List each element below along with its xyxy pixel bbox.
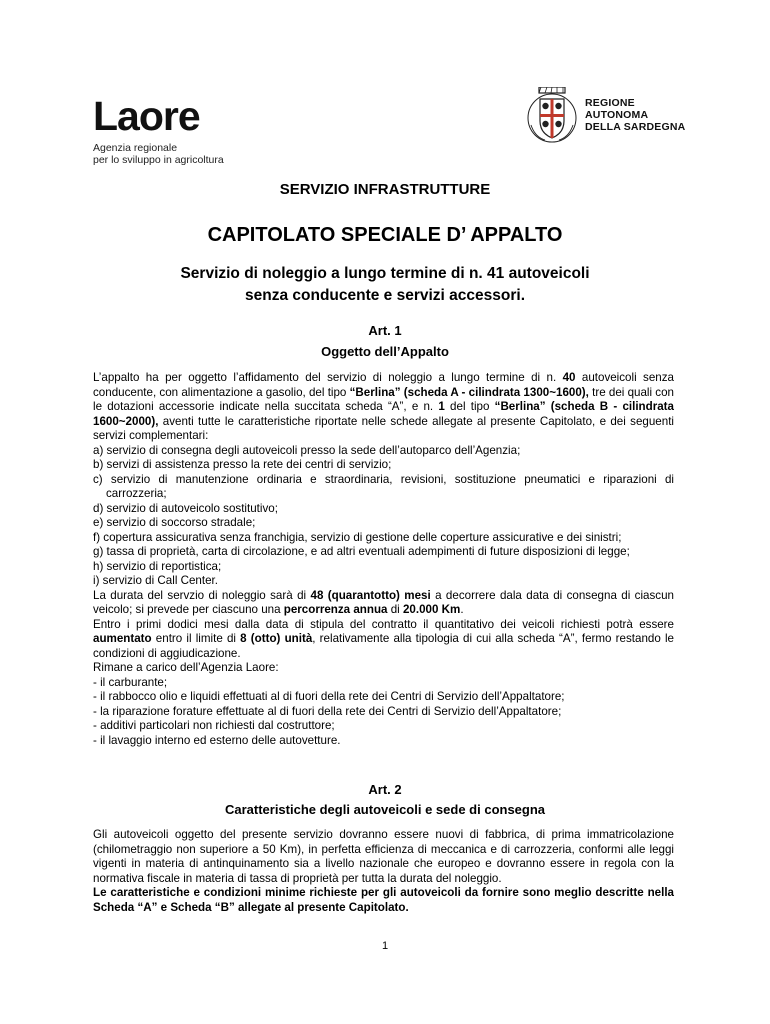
text-run-bold: aumentato [93,632,152,645]
list-item: b) servizi di assistenza presso la rete dei centri di servizio; [93,458,392,471]
art2-heading [0,780,770,820]
art2-paragraph-1: Gli autoveicoli oggetto del presente servizio dovranno essere nuovi di fabbrica, di prima immatricolazione (chilometraggio non superiore a 50 Km), in perfetta efficienza di meccanica e di carrozzeria, conformi alle leggi vigenti in materia di antinquinamento sia a livello nazionale che europeo e dovranno essere in regola con la normativa fiscale in materia di tassa di proprietà per tutta la durata del noleggio. [93,828,674,885]
region-line-2: AUTONOMA [585,109,649,121]
subject-title [0,263,770,307]
art1-title: Oggetto dell’Appalto [321,344,449,359]
list-item: - la riparazione forature effettuate al di fuori della rete dei Centri di Servizio dell’Appaltatore; [93,704,562,718]
list-item: - il lavaggio interno ed esterno delle autovetture. [93,733,341,747]
list-item: g) tassa di proprietà, carta di circolazione, e ad altri eventuali adempimenti di future disposizioni di legge; [93,545,630,558]
text-run: , relativamente alla tipologia di cui alla scheda “A”, fermo restando le condizioni di aggiudicazione. [93,632,674,660]
page-number: 1 [381,940,389,952]
text-run: . [460,603,464,616]
sardinia-four-moors-emblem-icon [527,87,577,143]
list-item: - il rabbocco olio e liquidi effettuati al di fuori della rete dei Centri di Servizio dell’Appaltatore; [93,690,565,703]
region-line-3: DELLA SARDEGNA [585,121,686,133]
list-item: h) servizio di reportistica; [93,559,222,573]
text-run: di [387,603,403,616]
service-title: SERVIZIO INFRASTRUTTURE [279,181,491,198]
laore-logo [93,93,224,166]
list-item: i) servizio di Call Center. [93,574,218,587]
list-item: e) servizio di soccorso stradale; [93,516,256,529]
art1-number: Art. 1 [368,323,402,338]
art1-services-list [93,444,674,589]
text-run: entro il limite di [151,632,241,645]
art2-paragraph-2 [93,886,674,915]
art1-paragraph-1 [93,371,674,444]
art1-body [93,371,674,748]
text-run-bold: percorrenza annua [283,603,388,616]
text-run: Entro i primi dodici mesi dalla data di stipula del contratto il quantitativo dei veicoli richiesti potrà essere [93,617,674,631]
document-title: CAPITOLATO SPECIALE D’ APPALTO [207,224,563,246]
text-run: L’appalto ha per oggetto l’affidamento del servizio di noleggio a lungo termine di n. [93,371,563,384]
art1-paragraph-duration [93,589,674,618]
region-line-1: REGIONE [585,97,635,109]
art2-title: Caratteristiche degli autoveicoli e sede di consegna [224,802,546,817]
text-run: autoveicoli senza conducente, con alimentazione a gasolio, del tipo [93,371,674,399]
text-run: aventi tutte le caratteristiche riportate nelle schede allegate al presente Capitolato, e dei seguenti servizi complementari: [93,414,674,442]
laore-subtitle-line-1: Agenzia regionale [93,142,178,154]
text-run-bold: 40 [562,371,576,384]
list-item: a) servizio di consegna degli autoveicoli presso la sede dell’autoparco dell’Agenzia; [93,443,521,457]
art2-body [93,828,674,915]
laore-logo-subtitle [93,142,224,166]
list-item: - additivi particolari non richiesti dal costruttore; [93,719,335,732]
laore-subtitle-line-2: per lo sviluppo in agricoltura [93,154,224,166]
list-item: d) servizio di autoveicolo sostitutivo; [93,501,278,515]
text-run-bold: 8 (otto) unità [240,632,313,645]
text-run: La durata del servzio di noleggio sarà di [93,588,311,602]
subject-line-2: senza conducente e servizi accessori. [245,287,525,304]
art1-remain-intro: Rimane a carico dell’Agenzia Laore: [93,661,279,674]
text-run-bold: “Berlina” (scheda A - cilindrata 1300~1600), [349,385,589,399]
text-run-bold: 1 [438,400,445,413]
text-run-bold: “Berlina” (scheda B - cilindrata 1600~2000), [93,400,674,428]
text-run: a decorrere dala data di consegna di ciascun veicolo; si prevede per ciascuno una [93,588,674,616]
region-name [585,97,685,133]
art1-remain-list [93,676,674,749]
list-item: c) servizio di manutenzione ordinaria e straordinaria, revisioni, sostituzione pneumatici e riparazioni di carrozzeria; [93,472,674,500]
subject-line-1: Servizio di noleggio a lungo termine di n. 41 autoveicoli [180,265,590,282]
list-item: f) copertura assicurativa senza franchigia, servizio di gestione delle coperture assicurative e dei sinistri; [93,530,622,544]
laore-logo-wordmark: Laore [93,93,200,139]
art1-heading [0,320,770,362]
art1-paragraph-increase [93,618,674,662]
art2-number: Art. 2 [368,782,402,797]
text-run-bold: 20.000 Km [402,603,461,616]
text-run: tre dei quali con le dotazioni accessorie indicate nella succitata scheda “A”, e n. [93,385,675,413]
text-run-bold: 48 (quarantotto) mesi [310,588,431,602]
text-run-bold: Le caratteristiche e condizioni minime richieste per gli autoveicoli da fornire sono meglio descritte nella Scheda “A” e Scheda “B” allegate al presente Capitolato. [93,886,674,914]
text-run: del tipo [444,400,495,413]
list-item: - il carburante; [93,675,168,689]
